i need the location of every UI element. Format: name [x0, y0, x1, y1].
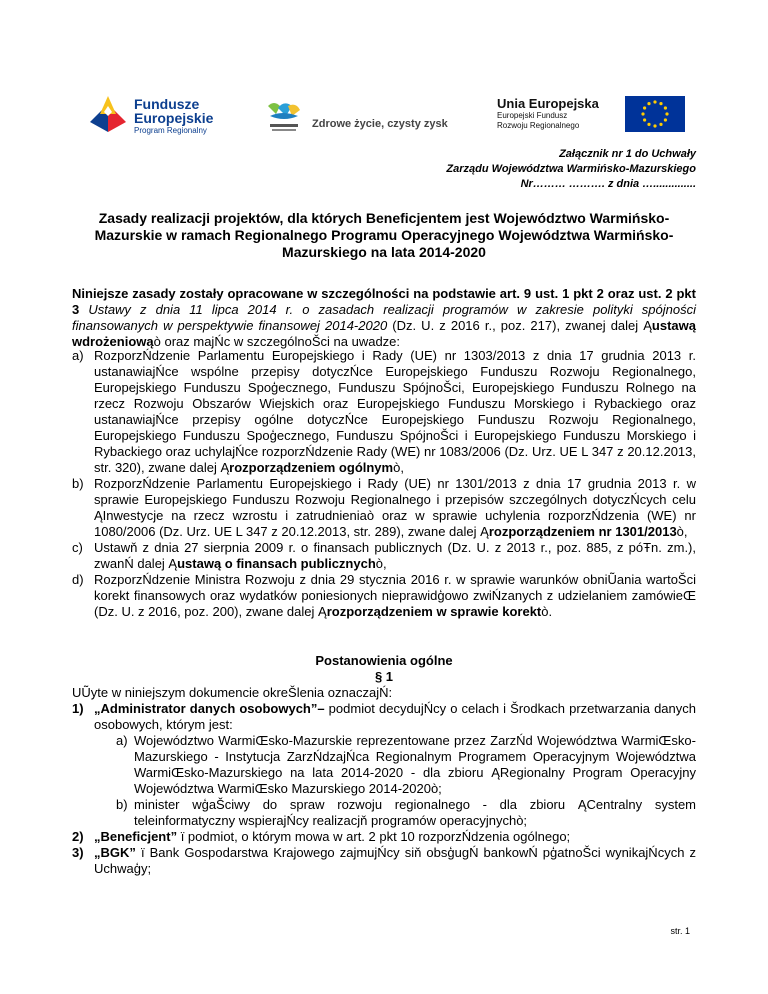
sub-item [94, 797, 696, 829]
definitions-lead: UŨyte w niniejszym dokumencie okreŠlenia oznaczajŃ: [72, 685, 393, 700]
ue-line3: Rozwoju Regionalnego [497, 121, 580, 130]
list-item-tail: ò, [375, 556, 387, 571]
definition-item [72, 829, 696, 845]
sub-item-label: b) [116, 797, 128, 812]
sub-item-text: minister wģaŠciwy do spraw rozwoju regionalnego - dla zbioru ĄCentralny system teleinformatyczny wspierajŃcy realizacjň programów operacyjnychò; [134, 797, 696, 828]
intro-italic: Ustawy z dnia 11 lipca 2014 r. o zasadach realizacji programów w zakresie polityki spójności finansowanych w perspektywie finansowej 2014-2020 [72, 302, 696, 333]
list-item-tail: ò, [676, 524, 688, 539]
ue-line2: Europejski Fundusz [497, 111, 568, 120]
annex-header [446, 147, 696, 192]
document-title: Zasady realizacji projektów, dla których Beneficjentem jest Województwo Warmińsko-Mazurskie w ramach Regionalnego Programu Operacyjnego Województwa Warmińsko-Mazurskiego na lata 2014-2020 [94, 210, 674, 260]
definition-label: 2) [72, 829, 84, 844]
list-item [72, 540, 696, 572]
list-item-bold: ustawą o finansach publicznych [177, 556, 376, 571]
ue-line1: Unia Europejska [497, 96, 599, 111]
list-item-label: d) [72, 572, 84, 587]
list-item-tail: ò, [393, 460, 404, 475]
definition-term: „Beneficjent” [94, 829, 178, 844]
list-item-label: b) [72, 476, 84, 491]
definition-label: 1) [72, 701, 84, 716]
warmia-mazury-logo [262, 98, 472, 134]
intro-bold2: ustawą wdrożeniową [72, 318, 696, 349]
list-item-text: Ustawň z dnia 27 sierpnia 2009 r. o finansach publicznych (Dz. U. z 2013 r., poz. 885, z póŦn. zm.), zwanŃ dalej Ą [94, 540, 696, 571]
unia-europejska-logo [497, 96, 687, 134]
fe-line1: Fundusze [134, 96, 200, 112]
sub-item-text: Województwo WarmiŒsko-Mazurskie reprezentowane przez ZarzŃd Województwa WarmiŒsko-Mazurskiego - Instytucja ZarzŃdzajŃca Regionalnym Programem Operacyjnym Województwa WarmiŒsko-Mazurskiego na lata 2014-2020 - dla zbioru ĄRegionalny Program Operacyjny Województwa WarmiŒsko Mazurskiego 2014-2020ò; [134, 733, 696, 796]
annex-line3: Nr……… ………. z dnia ….............. [520, 178, 696, 190]
definition-label: 3) [72, 845, 84, 860]
annex-line1: Załącznik nr 1 do Uchwały [559, 148, 696, 160]
list-item-label: c) [72, 540, 83, 555]
intro-bold: Niniejsze zasady zostały opracowane w szczególności na podstawie art. 9 ust. 1 pkt 2 oraz ust. 2 pkt 3 [72, 286, 696, 317]
list-item [72, 348, 696, 476]
fe-star-icon [86, 92, 132, 136]
definition-text: ï Bank Gospodarstwa Krajowego zajmujŃcy siň obsģugŃ bankowŃ pģatnoŠci wynikajŃcych z Uchwaģy; [94, 845, 696, 876]
fe-line2: Europejskie [134, 110, 214, 126]
list-item [72, 572, 696, 620]
legal-acts-list [72, 348, 696, 620]
list-item-bold: rozporządzeniem nr 1301/2013 [488, 524, 677, 539]
list-item-label: a) [72, 348, 84, 363]
sub-item [94, 733, 696, 797]
eu-flag-icon [625, 96, 685, 132]
definition-item [72, 701, 696, 829]
list-item-bold: rozporządzeniem ogólnym [229, 460, 394, 475]
fundusze-europejskie-logo [86, 92, 256, 136]
wm-slogan: Zdrowe życie, czysty zysk [312, 118, 448, 130]
intro-normal2: ò oraz majŃc w szczególnoŠci na uwadze: [153, 334, 401, 349]
definition-term: „Administrator danych osobowych”– [94, 701, 325, 716]
definitions-list [72, 701, 696, 877]
intro-paragraph [72, 286, 696, 350]
list-item [72, 476, 696, 540]
definition-sublist [94, 733, 696, 829]
fe-line3: Program Regionalny [134, 126, 207, 135]
definition-text: ï podmiot, o którym mowa w art. 2 pkt 10 rozporzŃdzenia ogólnego; [177, 829, 571, 844]
list-item-tail: ò. [541, 604, 553, 619]
page-number: str. 1 [670, 926, 690, 936]
intro-normal1: (Dz. U. z 2016 r., poz. 217), zwanej dalej Ą [387, 318, 652, 333]
sub-item-label: a) [116, 733, 128, 748]
annex-line2: Zarządu Województwa Warmińsko-Mazurskiego [446, 163, 696, 175]
list-item-bold: rozporządzeniem w sprawie korekt [326, 604, 542, 619]
list-item-text: RozporzŃdzenie Parlamentu Europejskiego i Rady (UE) nr 1301/2013 z dnia 17 grudnia 2013 r. w sprawie Europejskiego Funduszu Rozwoju Regionalnego i przepisów szczególnych dotyczŃcych celu ĄInwestycje na rzecz wzrostu i zatrudnieniaò oraz w sprawie uchylenia rozporzŃdzenia (WE) nr 1080/2006 (Dz. Urz. UE L 347 z 20.12.2013, str. 289), zwane dalej Ą [94, 476, 696, 539]
section-paragraph-number: § 1 [374, 669, 394, 684]
definition-item [72, 845, 696, 877]
definition-term: „BGK” [94, 845, 136, 860]
warmia-mazury-emblem-icon [262, 98, 306, 134]
list-item-text: RozporzŃdzenie Parlamentu Europejskiego i Rady (UE) nr 1303/2013 z dnia 17 grudnia 2013 r. ustanawiajŃce wspólne przepisy dotyczŃce Europejskiego Funduszu Rozwoju Regionalnego, Europejskiego Funduszu Spoģecznego, Funduszu SpójnoŠci, Europejskiego Funduszu Rolnego na rzecz Rozwoju Obszarów Wiejskich oraz Europejskiego Funduszu Morskiego i Rybackiego oraz ustanawiajŃce przepisy ogólne dotyczŃce Europejskiego Funduszu Rozwoju Regionalnego, Europejskiego Funduszu Spoģecznego, Funduszu SpójnoŠci i Europejskiego Funduszu Morskiego i Rybackiego oraz uchylajŃce rozporzŃdzenie Rady (WE) nr 1083/2006 (Dz. Urz. UE L 347 z 20.12.2013, str. 320), zwane dalej Ą [94, 348, 696, 475]
definition-text: podmiot decydujŃcy o celach i Šrodkach przetwarzania danych osobowych, którym jest: [94, 701, 696, 732]
section-title: Postanowienia ogólne [315, 653, 453, 668]
list-item-text: RozporzŃdzenie Ministra Rozwoju z dnia 29 stycznia 2016 r. w sprawie warunków obniŨania wartoŠci korekt finansowych oraz wydatków poniesionych nieprawidģowo zwiŃzanych z udzielaniem zamówieŒ (Dz. U. z 2016, poz. 200), zwane dalej Ą [94, 572, 696, 619]
